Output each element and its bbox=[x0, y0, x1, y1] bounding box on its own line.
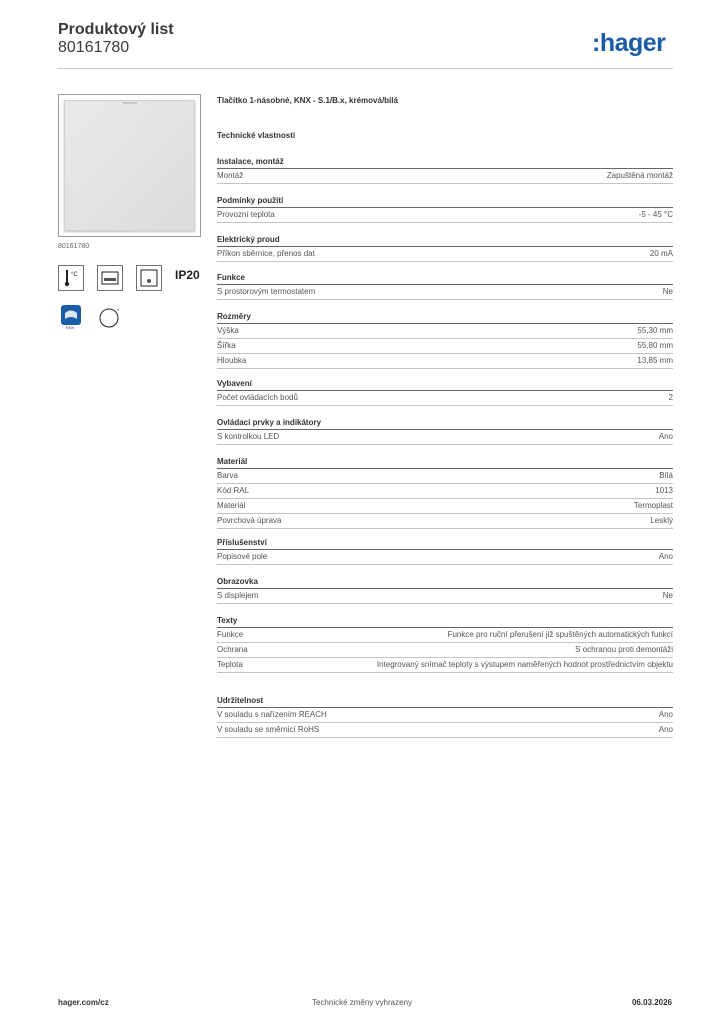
product-number: 80161780 bbox=[58, 39, 130, 56]
spec-row bbox=[217, 208, 673, 223]
spec-value: Integrovaný snímač teploty s výstupem naměřených hodnot prostřednictvím objektu bbox=[376, 660, 673, 669]
hager-logo bbox=[592, 28, 676, 58]
spec-row bbox=[217, 247, 673, 262]
spec-row bbox=[217, 723, 673, 738]
spec-value: 55,80 mm bbox=[637, 341, 673, 350]
spec-label: Počet ovládacích bodů bbox=[217, 393, 298, 402]
spec-value: 20 mA bbox=[649, 249, 673, 258]
spec-label: Hloubka bbox=[217, 356, 247, 365]
spec-value: -5 - 45 °C bbox=[638, 210, 673, 219]
spec-section bbox=[217, 378, 673, 406]
spec-label: Ochrana bbox=[217, 645, 248, 654]
spec-label: Popisové pole bbox=[217, 552, 268, 561]
temperature-icon bbox=[58, 265, 84, 291]
spec-section-title: Příslušenství bbox=[217, 537, 673, 550]
spec-row bbox=[217, 484, 673, 499]
spec-label: Šířka bbox=[217, 341, 236, 350]
spec-section bbox=[217, 695, 673, 738]
product-title: Tlačítko 1-násobné, KNX - S.1/B.x, krémová/bílá bbox=[217, 96, 398, 105]
spec-row bbox=[217, 499, 673, 514]
footer-date: 06.03.2026 bbox=[631, 998, 672, 1007]
spec-section-title: Elektrický proud bbox=[217, 234, 673, 247]
spec-value: Ano bbox=[658, 552, 673, 561]
spec-value: Lesklý bbox=[650, 516, 673, 525]
knx-icon bbox=[58, 304, 84, 330]
spec-section bbox=[217, 456, 673, 529]
spec-label: Barva bbox=[217, 471, 238, 480]
push-button-image bbox=[64, 100, 195, 231]
spec-value: Zapuštěná montáž bbox=[606, 171, 673, 180]
spec-label: S displejem bbox=[217, 591, 259, 600]
svg-text:KNX: KNX bbox=[66, 325, 75, 330]
footer-disclaimer: Technické změny vyhrazeny bbox=[311, 998, 413, 1007]
spec-section bbox=[217, 234, 673, 262]
spec-section-title: Instalace, montáž bbox=[217, 156, 673, 169]
spec-section bbox=[217, 537, 673, 565]
technical-properties-heading: Technické vlastnosti bbox=[217, 131, 296, 140]
spec-value: Ano bbox=[658, 725, 673, 734]
ip-rating-icon: IP20 bbox=[175, 268, 200, 282]
page-title: Produktový list bbox=[58, 21, 174, 38]
spec-label: Příkon sběrnice, přenos dat bbox=[217, 249, 315, 258]
footer-website: hager.com/cz bbox=[58, 998, 109, 1007]
spec-value: Termoplast bbox=[633, 501, 673, 510]
sensor-icon bbox=[136, 265, 162, 291]
spec-label: Výška bbox=[217, 326, 239, 335]
logo-text: :hager bbox=[592, 29, 666, 57]
spec-section-title: Rozměry bbox=[217, 311, 673, 324]
spec-section-title: Podmínky použití bbox=[217, 195, 673, 208]
spec-label: S kontrolkou LED bbox=[217, 432, 280, 441]
spec-value: Ano bbox=[658, 710, 673, 719]
spec-section bbox=[217, 576, 673, 604]
spec-section-title: Materiál bbox=[217, 456, 673, 469]
spec-section bbox=[217, 195, 673, 223]
svg-text:°: ° bbox=[117, 309, 120, 315]
spec-value: Bílá bbox=[659, 471, 673, 480]
display-icon bbox=[97, 265, 123, 291]
spec-section bbox=[217, 615, 673, 673]
spec-value: Ano bbox=[658, 432, 673, 441]
spec-row bbox=[217, 658, 673, 673]
spec-row bbox=[217, 708, 673, 723]
spec-value: 1013 bbox=[655, 486, 673, 495]
spec-row bbox=[217, 391, 673, 406]
spec-section bbox=[217, 417, 673, 445]
spec-label: V souladu s nařízením REACH bbox=[217, 710, 327, 719]
spec-section-title: Vybavení bbox=[217, 378, 673, 391]
spec-section-title: Udržitelnost bbox=[217, 695, 673, 708]
spec-section bbox=[217, 311, 673, 369]
product-photo bbox=[58, 94, 201, 237]
spec-row bbox=[217, 643, 673, 658]
spec-value: 2 bbox=[668, 393, 673, 402]
spec-value: Ne bbox=[662, 591, 673, 600]
spec-value: 55,30 mm bbox=[637, 326, 673, 335]
spec-row bbox=[217, 324, 673, 339]
spec-row bbox=[217, 514, 673, 529]
spec-row bbox=[217, 430, 673, 445]
spec-section-title: Obrazovka bbox=[217, 576, 673, 589]
header-divider bbox=[57, 68, 673, 69]
spec-label: Materiál bbox=[217, 501, 246, 510]
spec-row bbox=[217, 169, 673, 184]
svg-text:°C: °C bbox=[71, 272, 78, 278]
spec-row bbox=[217, 469, 673, 484]
spec-label: Teplota bbox=[217, 660, 243, 669]
spec-label: Funkce bbox=[217, 630, 244, 639]
spec-row bbox=[217, 589, 673, 604]
thermostat-ring-icon bbox=[97, 304, 123, 330]
spec-label: V souladu se směrnicí RoHS bbox=[217, 725, 320, 734]
spec-value: Ne bbox=[662, 287, 673, 296]
spec-row bbox=[217, 339, 673, 354]
spec-section-title: Texty bbox=[217, 615, 673, 628]
spec-value: 13,85 mm bbox=[637, 356, 673, 365]
spec-row bbox=[217, 628, 673, 643]
spec-value: Funkce pro ruční přerušení již spuštěných automatických funkcí bbox=[447, 630, 673, 639]
spec-section bbox=[217, 272, 673, 300]
spec-section bbox=[217, 156, 673, 184]
spec-row bbox=[217, 354, 673, 369]
spec-label: Montáž bbox=[217, 171, 244, 180]
spec-label: S prostorovým termostatem bbox=[217, 287, 316, 296]
spec-row bbox=[217, 285, 673, 300]
spec-row bbox=[217, 550, 673, 565]
spec-section-title: Funkce bbox=[217, 272, 673, 285]
spec-label: Povrchová úprava bbox=[217, 516, 282, 525]
spec-label: Kód RAL bbox=[217, 486, 250, 495]
photo-caption: 80161780 bbox=[58, 243, 90, 250]
spec-section-title: Ovládací prvky a indikátory bbox=[217, 417, 673, 430]
spec-value: S ochranou proti demontáži bbox=[575, 645, 673, 654]
spec-label: Provozní teplota bbox=[217, 210, 275, 219]
